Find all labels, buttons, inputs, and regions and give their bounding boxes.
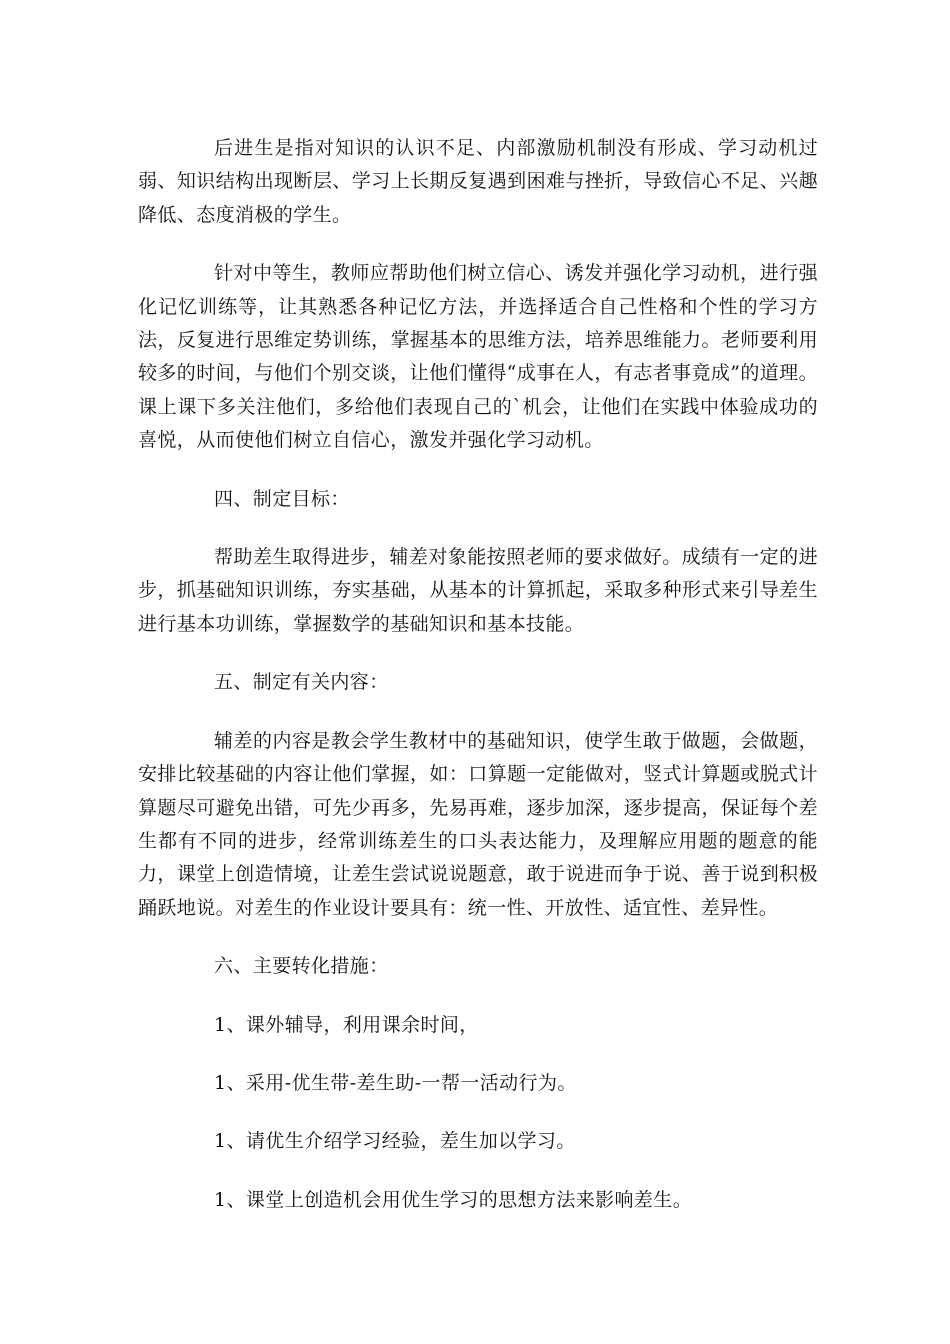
- heading-content: 五、制定有关内容：: [214, 671, 389, 694]
- paragraph-goals: 帮助差生取得进步，辅差对象能按照老师的要求做好。成绩有一定的进步，抓基础知识训练，夯实基础，从基本的计算抓起，采取多种形式来引导差生进行基本功训练，掌握数学的基础知识和基本技能。: [138, 546, 818, 635]
- heading-measures: 六、主要转化措施：: [214, 955, 389, 978]
- list-item: 1、课外辅导，利用课余时间，: [214, 1013, 479, 1036]
- list-item: 1、课堂上创造机会用优生学习的思想方法来影响差生。: [214, 1188, 693, 1211]
- paragraph-middle-students: 针对中等生，教师应帮助他们树立信心、诱发并强化学习动机，进行强化记忆训练等，让其熟悉各种记忆方法，并选择适合自己性格和个性的学习方法，反复进行思维定势训练，掌握基本的思维方法，培养思维能力。老师要利用较多的时间，与他们个别交谈，让他们懂得“成事在人，有志者事竟成”的道理。课上课下多关注他们，多给他们表现自己的`机会，让他们在实践中体验成功的喜悦，从而使他们树立自信心，激发并强化学习动机。: [138, 262, 818, 452]
- heading-set-goals: 四、制定目标：: [214, 487, 350, 510]
- document-body: [138, 132, 818, 1242]
- paragraph-underachiever-definition: 后进生是指对知识的认识不足、内部激励机制没有形成、学习动机过弱、知识结构出现断层、学习上长期反复遇到困难与挫折，导致信心不足、兴趣降低、态度消极的学生。: [138, 137, 818, 226]
- list-item: 1、采用-优生带-差生助-一帮一活动行为。: [214, 1071, 577, 1094]
- paragraph-content: 辅差的内容是教会学生教材中的基础知识，使学生敢于做题，会做题，安排比较基础的内容让他们掌握，如：口算题一定能做对，竖式计算题或脱式计算题尽可避免出错，可先少再多，先易再难，逐步加深，逐步提高，保证每个差生都有不同的进步，经常训练差生的口头表达能力，及理解应用题的题意的能力，课堂上创造情境，让差生尝试说说题意，敢于说进而争于说、善于说到积极踊跃地说。对差生的作业设计要具有：统一性、开放性、适宜性、差异性。: [138, 729, 818, 919]
- list-item: 1、请优生介绍学习经验，差生加以学习。: [214, 1130, 576, 1153]
